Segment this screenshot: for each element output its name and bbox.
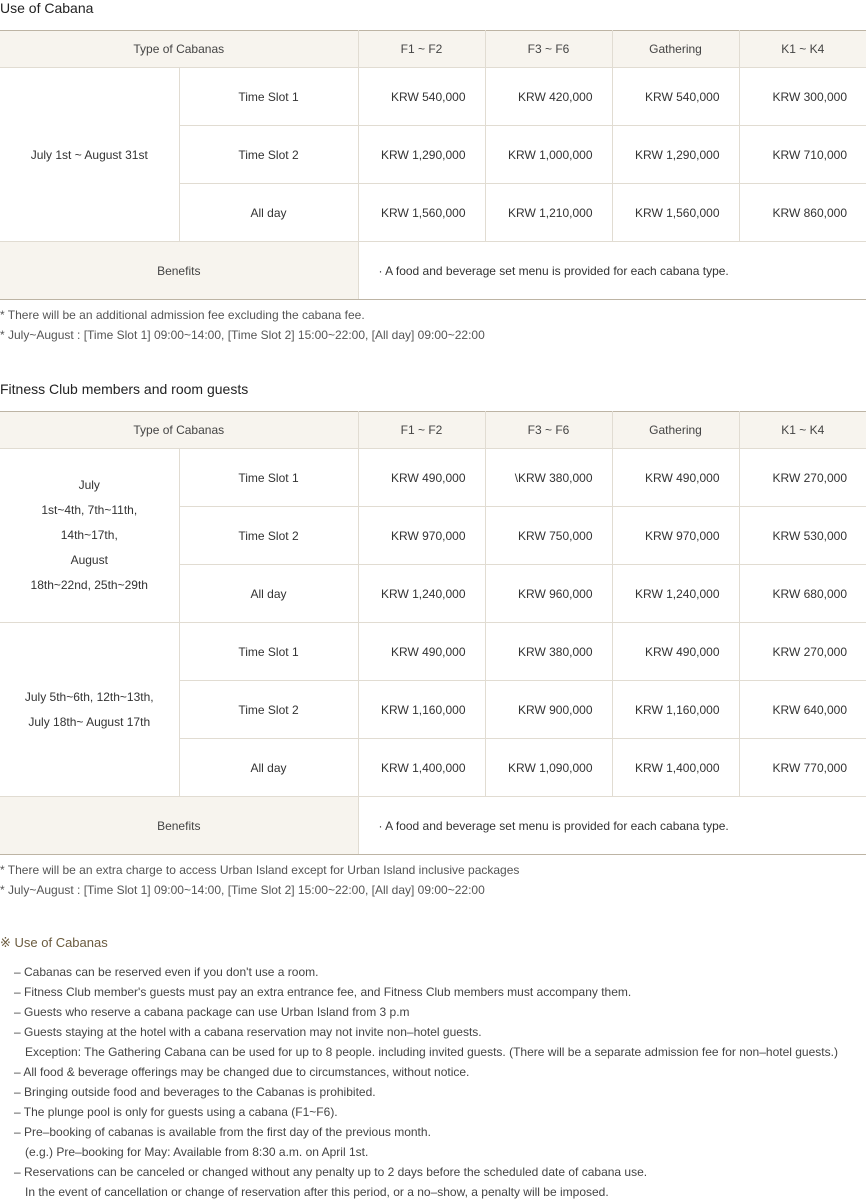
- note-line: * July~August : [Time Slot 1] 09:00~14:00, [Time Slot 2] 15:00~22:00, [All day] 09:00~22:00: [0, 883, 485, 897]
- cabana-price-table: [0, 30, 866, 300]
- slot-cell: Time Slot 2: [179, 126, 358, 184]
- section-title-use-of-cabana: Use of Cabana: [0, 0, 94, 16]
- list-item: – Pre–booking of cabanas is available from the first day of the previous month.: [14, 1125, 431, 1139]
- period-line: 1st~4th, 7th~11th,: [41, 503, 138, 517]
- header-f1-f2: F1 ~ F2: [358, 31, 485, 68]
- price-cell: KRW 960,000: [485, 565, 612, 623]
- price-cell: KRW 490,000: [358, 623, 485, 681]
- section2-notes: [0, 860, 519, 900]
- benefits-label: Benefits: [0, 797, 358, 855]
- table-header-row: [0, 31, 866, 68]
- price-cell: KRW 680,000: [739, 565, 866, 623]
- header-type-of-cabanas: Type of Cabanas: [0, 31, 358, 68]
- fitness-price-table: [0, 411, 866, 855]
- header-gathering: Gathering: [612, 31, 739, 68]
- price-cell: KRW 750,000: [485, 507, 612, 565]
- price-cell: KRW 1,160,000: [358, 681, 485, 739]
- price-cell: KRW 270,000: [739, 449, 866, 507]
- slot-cell: Time Slot 2: [179, 507, 358, 565]
- price-cell: \KRW 380,000: [485, 449, 612, 507]
- slot-cell: Time Slot 1: [179, 68, 358, 126]
- table-row: [0, 449, 866, 507]
- period-cell: July 1st ~ August 31st: [0, 68, 179, 242]
- rules-heading: ※ Use of Cabanas: [0, 935, 108, 950]
- price-cell: KRW 1,240,000: [358, 565, 485, 623]
- list-item-continuation: (e.g.) Pre–booking for May: Available from 8:30 a.m. on April 1st.: [25, 1145, 369, 1159]
- price-cell: KRW 1,210,000: [485, 184, 612, 242]
- rules-list: [14, 962, 838, 1202]
- header-f3-f6: F3 ~ F6: [485, 412, 612, 449]
- list-item-continuation: Exception: The Gathering Cabana can be used for up to 8 people. including invited guests. (There will be a separate admission fee for non–hotel guests.): [25, 1045, 838, 1059]
- list-item: – Guests staying at the hotel with a cabana reservation may not invite non–hotel guests.: [14, 1025, 482, 1039]
- price-cell: KRW 970,000: [358, 507, 485, 565]
- benefits-text: · A food and beverage set menu is provided for each cabana type.: [358, 242, 866, 300]
- list-item: – Bringing outside food and beverages to the Cabanas is prohibited.: [14, 1085, 376, 1099]
- period-cell: [0, 449, 179, 623]
- slot-cell: All day: [179, 565, 358, 623]
- header-k1-k4: K1 ~ K4: [739, 412, 866, 449]
- header-f1-f2: F1 ~ F2: [358, 412, 485, 449]
- list-item-continuation: In the event of cancellation or change of reservation after this period, or a no–show, a penalty will be imposed.: [25, 1185, 609, 1199]
- note-line: * There will be an extra charge to access Urban Island except for Urban Island inclusive packages: [0, 863, 520, 877]
- period-line: July 18th~ August 17th: [28, 714, 151, 729]
- table-row: [0, 68, 866, 126]
- note-line: * July~August : [Time Slot 1] 09:00~14:00, [Time Slot 2] 15:00~22:00, [All day] 09:00~22:00: [0, 328, 485, 342]
- list-item: – The plunge pool is only for guests using a cabana (F1~F6).: [14, 1105, 338, 1119]
- list-item: – All food & beverage offerings may be changed due to circumstances, without notice.: [14, 1065, 470, 1079]
- header-k1-k4: K1 ~ K4: [739, 31, 866, 68]
- price-cell: KRW 1,400,000: [612, 739, 739, 797]
- price-cell: KRW 710,000: [739, 126, 866, 184]
- list-item: – Guests who reserve a cabana package can use Urban Island from 3 p.m: [14, 1005, 410, 1019]
- slot-cell: Time Slot 1: [179, 449, 358, 507]
- price-cell: KRW 420,000: [485, 68, 612, 126]
- list-item: – Reservations can be canceled or changed without any penalty up to 2 days before the scheduled date of cabana use.: [14, 1165, 648, 1179]
- price-cell: KRW 490,000: [358, 449, 485, 507]
- price-cell: KRW 900,000: [485, 681, 612, 739]
- table-header-row: [0, 412, 866, 449]
- section1-notes: [0, 305, 485, 345]
- period-line: August: [70, 553, 108, 567]
- price-cell: KRW 1,400,000: [358, 739, 485, 797]
- price-cell: KRW 1,090,000: [485, 739, 612, 797]
- price-cell: KRW 490,000: [612, 449, 739, 507]
- list-item: – Fitness Club member's guests must pay an extra entrance fee, and Fitness Club members must accompany them.: [14, 985, 632, 999]
- price-cell: KRW 1,160,000: [612, 681, 739, 739]
- price-cell: KRW 640,000: [739, 681, 866, 739]
- price-cell: KRW 490,000: [612, 623, 739, 681]
- header-f3-f6: F3 ~ F6: [485, 31, 612, 68]
- price-cell: KRW 860,000: [739, 184, 866, 242]
- section-title-fitness-club: Fitness Club members and room guests: [0, 381, 249, 397]
- benefits-row: [0, 797, 866, 855]
- period-line: July 5th~6th, 12th~13th,: [24, 689, 154, 704]
- price-cell: KRW 1,560,000: [612, 184, 739, 242]
- list-item: – Cabanas can be reserved even if you don't use a room.: [14, 965, 319, 979]
- slot-cell: All day: [179, 184, 358, 242]
- benefits-label: Benefits: [0, 242, 358, 300]
- header-type-of-cabanas: Type of Cabanas: [0, 412, 358, 449]
- slot-cell: Time Slot 2: [179, 681, 358, 739]
- benefits-text: · A food and beverage set menu is provided for each cabana type.: [358, 797, 866, 855]
- price-cell: KRW 530,000: [739, 507, 866, 565]
- header-gathering: Gathering: [612, 412, 739, 449]
- price-cell: KRW 970,000: [612, 507, 739, 565]
- period-line: 14th~17th,: [60, 528, 118, 542]
- price-cell: KRW 1,290,000: [612, 126, 739, 184]
- table-row: [0, 623, 866, 681]
- price-cell: KRW 1,000,000: [485, 126, 612, 184]
- period-line: July: [78, 478, 100, 492]
- period-line: 18th~22nd, 25th~29th: [30, 578, 148, 592]
- price-cell: KRW 1,560,000: [358, 184, 485, 242]
- price-cell: KRW 1,240,000: [612, 565, 739, 623]
- price-cell: KRW 540,000: [612, 68, 739, 126]
- slot-cell: Time Slot 1: [179, 623, 358, 681]
- price-cell: KRW 540,000: [358, 68, 485, 126]
- price-cell: KRW 270,000: [739, 623, 866, 681]
- price-cell: KRW 300,000: [739, 68, 866, 126]
- period-cell: [0, 623, 179, 797]
- benefits-row: [0, 242, 866, 300]
- price-cell: KRW 1,290,000: [358, 126, 485, 184]
- slot-cell: All day: [179, 739, 358, 797]
- price-cell: KRW 770,000: [739, 739, 866, 797]
- price-cell: KRW 380,000: [485, 623, 612, 681]
- note-line: * There will be an additional admission fee excluding the cabana fee.: [0, 308, 365, 322]
